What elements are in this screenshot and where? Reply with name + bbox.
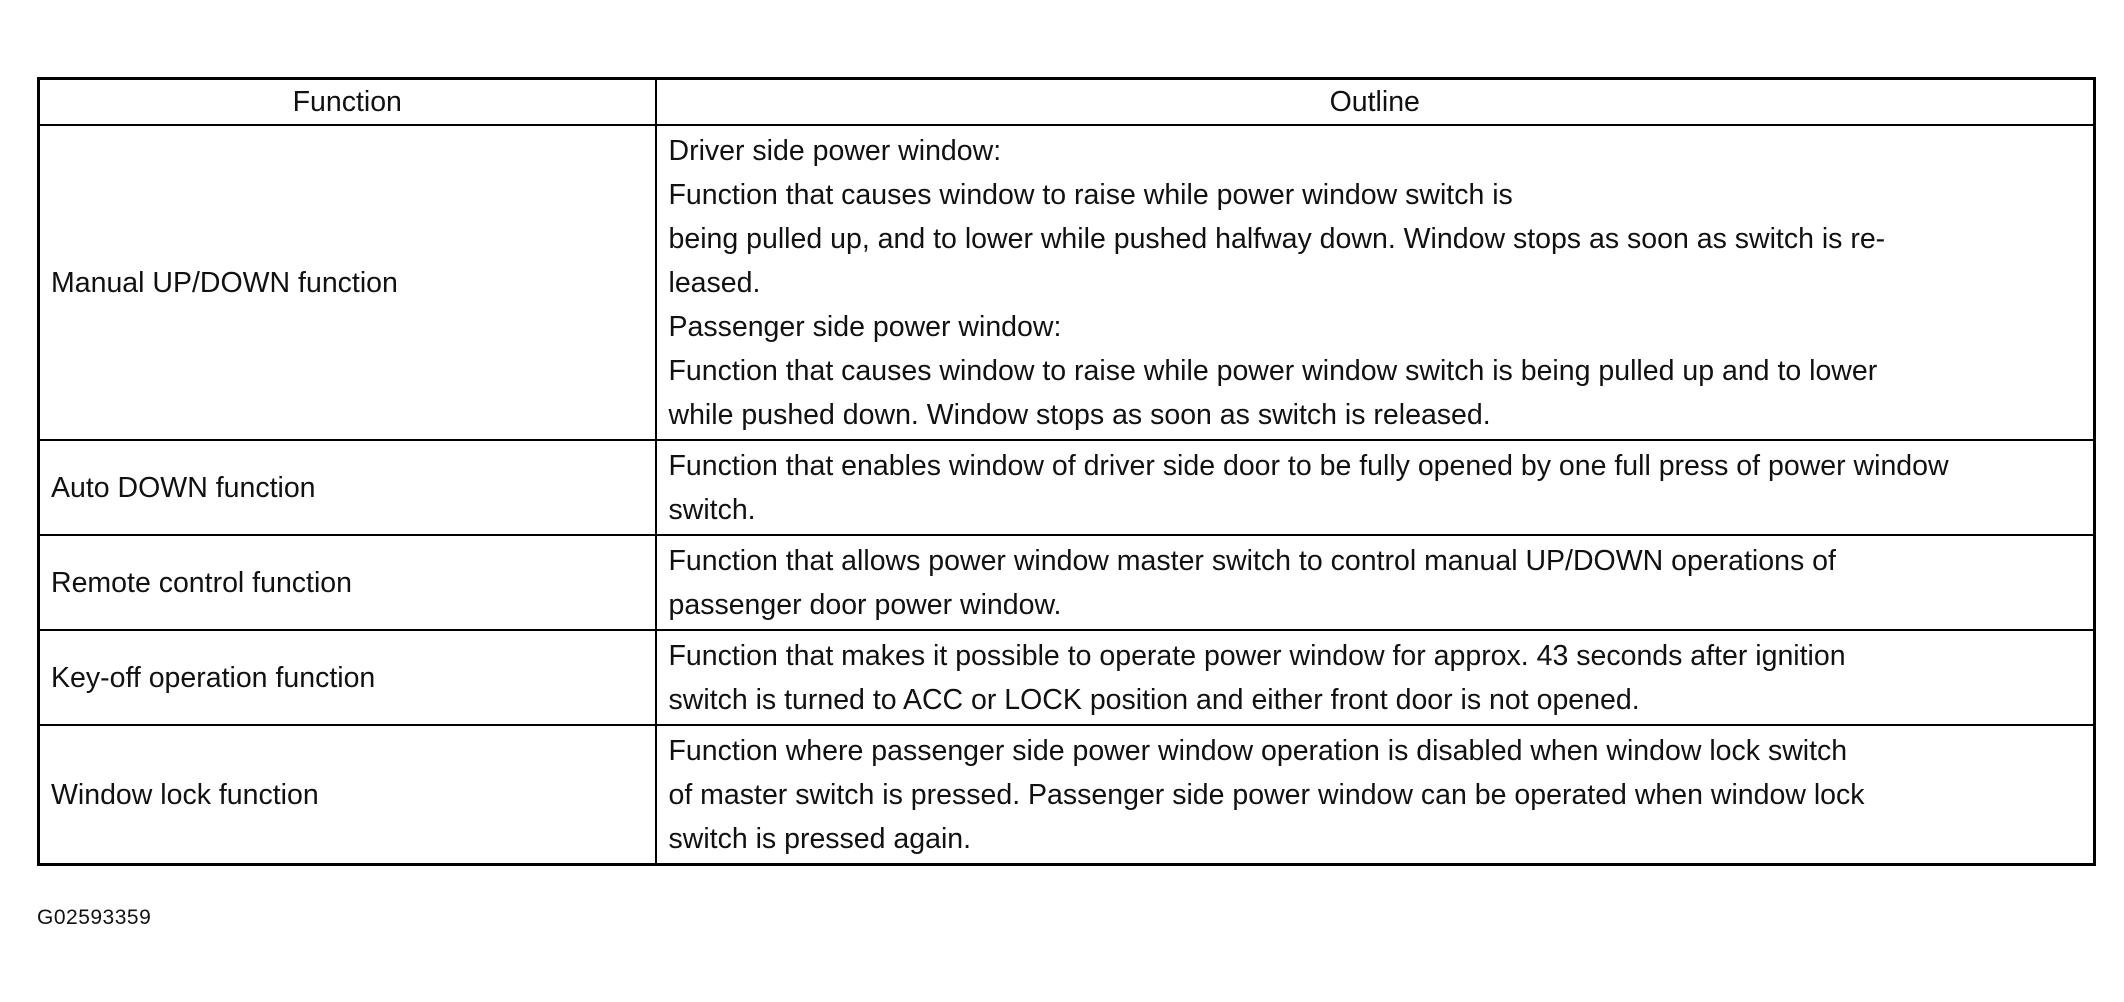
function-outline-table [37, 77, 2096, 866]
outline-line: switch is turned to ACC or LOCK position and either front door is not opened. [668, 684, 1640, 716]
outline-cell [656, 440, 2095, 535]
outline-line: Function that causes window to raise while power window switch is [668, 179, 1513, 211]
function-cell: Window lock function [39, 725, 656, 865]
function-cell: Auto DOWN function [39, 440, 656, 535]
table-header-row [39, 79, 2095, 126]
outline-line: Function where passenger side power window operation is disabled when window lock switch [668, 735, 1848, 767]
outline-line: leased. [668, 267, 761, 299]
outline-line: of master switch is pressed. Passenger side power window can be operated when window lock [668, 779, 1865, 811]
column-header-function: Function [39, 79, 656, 126]
outline-line: Driver side power window: [668, 135, 1002, 167]
outline-cell [656, 725, 2095, 865]
function-cell: Manual UP/DOWN function [39, 125, 656, 440]
column-header-outline: Outline [656, 79, 2095, 126]
table-row [39, 630, 2095, 725]
outline-cell [656, 125, 2095, 440]
table-row [39, 535, 2095, 630]
function-cell: Remote control function [39, 535, 656, 630]
table-row [39, 440, 2095, 535]
table-row [39, 125, 2095, 440]
table-row [39, 725, 2095, 865]
outline-cell [656, 535, 2095, 630]
outline-line: switch is pressed again. [668, 823, 972, 855]
outline-line: being pulled up, and to lower while pushed halfway down. Window stops as soon as switch is re- [668, 223, 1886, 255]
outline-line: Function that enables window of driver side door to be fully opened by one full press of power window [668, 450, 1949, 482]
outline-line: Function that causes window to raise while power window switch is being pulled up and to lower [668, 355, 1878, 387]
outline-line: Function that allows power window master switch to control manual UP/DOWN operations of [668, 545, 1836, 577]
outline-line: Passenger side power window: [668, 311, 1062, 343]
function-cell: Key-off operation function [39, 630, 656, 725]
outline-cell [656, 630, 2095, 725]
outline-line: Function that makes it possible to operate power window for approx. 43 seconds after ignition [668, 640, 1846, 672]
outline-line: while pushed down. Window stops as soon as switch is released. [668, 399, 1491, 431]
outline-line: switch. [668, 494, 756, 526]
outline-line: passenger door power window. [668, 589, 1062, 621]
figure-code: G02593359 [37, 906, 152, 929]
